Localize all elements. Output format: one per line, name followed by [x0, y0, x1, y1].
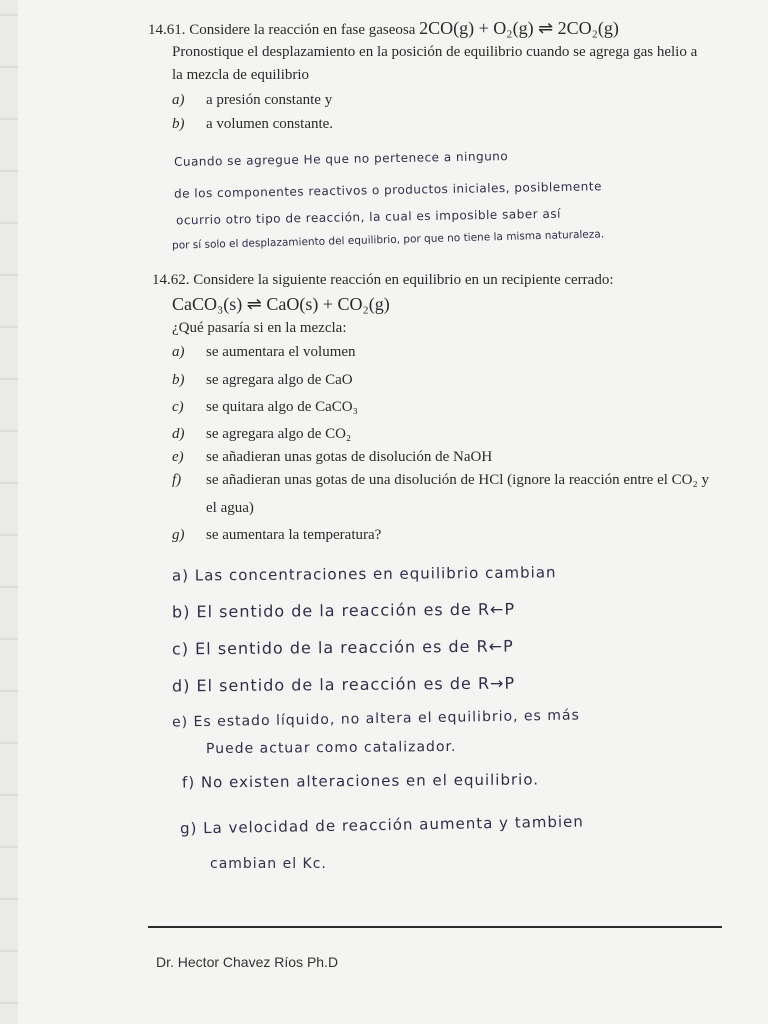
q61-stem: Considere la reacción en fase gaseosa [189, 22, 416, 38]
q62-item-label: a) [172, 344, 185, 360]
q62-question: ¿Qué pasaría si en la mezcla: [172, 320, 347, 336]
q61-equation: 2CO(g) + O₂(g) ⇌ 2CO₂(g) [419, 18, 619, 38]
q62-item-text: se aumentara el volumen [206, 344, 356, 360]
answer62-line: g) La velocidad de reacción aumenta y tambien [179, 812, 584, 838]
q62-item-label: g) [172, 527, 185, 543]
answer61-line: de los componentes reactivos o productos iniciales, posiblemente [173, 179, 603, 201]
answer62-line: e) Es estado líquido, no altera el equilibrio, es más [171, 707, 580, 731]
q61-item-b-text: a volumen constante. [206, 116, 334, 132]
q61-line3: la mezcla de equilibrio [172, 67, 310, 83]
q62-item-text: se quitara algo de CaCO₃ [206, 399, 358, 415]
q62-item-text: se añadieran unas gotas de una disolución de HCl (ignore la reacción entre el CO₂ y [206, 472, 709, 488]
q61-header [148, 20, 619, 39]
q62-item-label: e) [172, 449, 184, 465]
answer61-line: ocurrio otro tipo de reacción, la cual es imposible saber así [175, 206, 561, 228]
answer62-line: b) El sentido de la reacción es de R←P [171, 599, 516, 622]
answer61-line: por sí solo el desplazamiento del equilibrio, por que no tiene la misma naturaleza. [171, 228, 605, 252]
answer62-line: a) Las concentraciones en equilibrio cambian [171, 563, 557, 585]
answer62-line: f) No existen alteraciones en el equilibrio. [181, 770, 540, 792]
q62-header [152, 272, 614, 289]
answer62-line: c) El sentido de la reacción es de R←P [171, 636, 514, 659]
q61-number: 14.61. [148, 22, 186, 38]
answer62-line: d) El sentido de la reacción es de R→P [171, 673, 516, 696]
q62-item-text: se agregara algo de CO₂ [206, 426, 352, 442]
q61-line2: Pronostique el desplazamiento en la posición de equilibrio cuando se agrega gas helio a [172, 44, 698, 60]
q62-stem: Considere la siguiente reacción en equilibrio en un recipiente cerrado: [193, 272, 614, 288]
footer-divider [148, 926, 722, 928]
q61-item-b-label: b) [172, 116, 185, 132]
q61-item-a-text: a presión constante y [206, 92, 333, 108]
q62-item-text: el agua) [206, 500, 254, 516]
q62-item-text: se aumentara la temperatura? [206, 527, 382, 543]
answer62-line: Puede actuar como catalizador. [205, 738, 457, 758]
q62-item-text: se agregara algo de CaO [206, 372, 353, 388]
q62-number: 14.62. [152, 272, 190, 288]
answer61-line: Cuando se agregue He que no pertenece a ninguno [173, 149, 509, 169]
q62-item-label: b) [172, 372, 185, 388]
q62-item-label: d) [172, 426, 185, 442]
q62-item-label: f) [172, 472, 182, 488]
footer-author: Dr. Hector Chavez Ríos Ph.D [156, 954, 339, 970]
q61-item-a-label: a) [172, 92, 185, 108]
answer62-line: cambian el Kc. [210, 856, 327, 872]
q62-equation: CaCO₃(s) ⇌ CaO(s) + CO₂(g) [172, 294, 390, 314]
q62-item-text: se añadieran unas gotas de disolución de NaOH [206, 449, 493, 465]
q62-item-label: c) [172, 399, 184, 415]
